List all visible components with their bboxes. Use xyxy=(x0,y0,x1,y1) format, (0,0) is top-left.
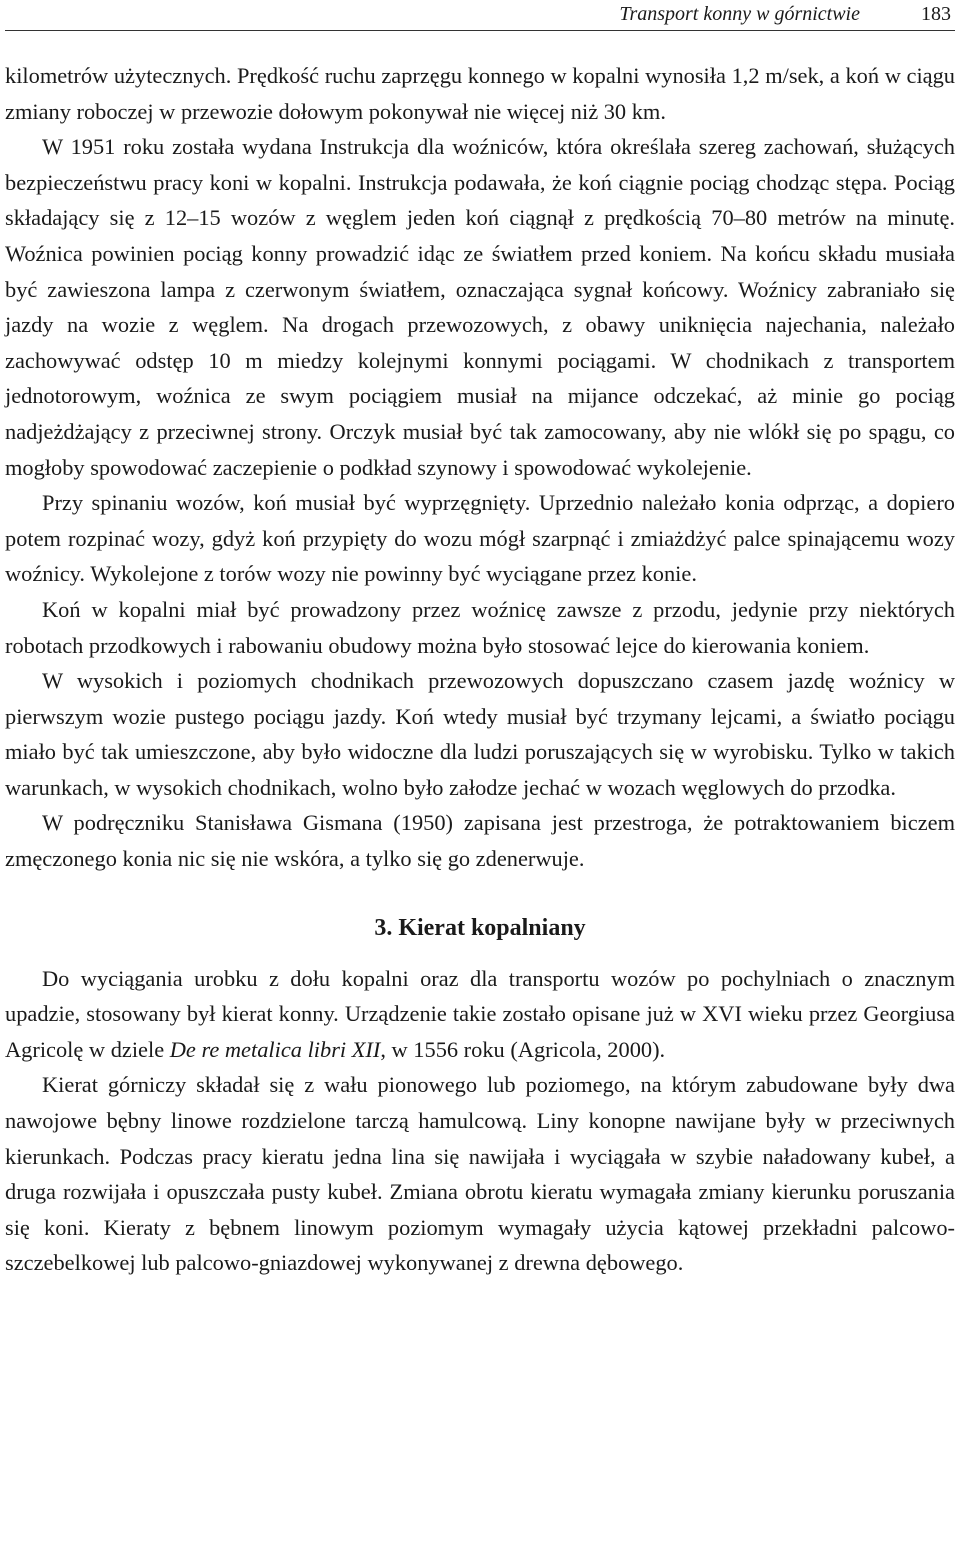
paragraph: Kierat górniczy składał się z wału pionowego lub poziomego, na którym zabudowane były dwa nawojowe bębny linowe rozdzielone tarczą hamulcową. Liny konopne nawijane były w przeciwnych kierunkach. Podczas pracy kieratu jedna lina się nawijała i wyciągała w szybie naładowany kubeł, a druga rozwijała i opuszczała pusty kubeł. Zmiana obrotu kieratu wymagała zmiany kierunku poruszania się koni. Kieraty z bębnem linowym poziomym wymagały użycia kątowej przekładni palcowo-szczebelkowej lub palcowo-gniazdowej wykonywanej z drewna dębowego. xyxy=(5,1072,955,1276)
paragraph: kilometrów użytecznych. Prędkość ruchu zaprzęgu konnego w kopalni wynosiła 1,2 m/sek, a koń w ciągu zmiany roboczej w przewozie dołowym pokonywał nie więcej niż 30 km. xyxy=(5,63,955,124)
paragraph xyxy=(5,961,955,1068)
section-heading: 3. Kierat kopalniany xyxy=(374,914,586,941)
paragraph: W 1951 roku została wydana Instrukcja dla woźniców, która określała szereg zachowań, służących bezpieczeństwu pracy koni w kopalni. Instrukcja podawała, że koń ciągnie pociąg chodząc stępa. Pociąg składający się z 12–15 wozów z węglem jeden koń ciągnął z prędkością 70–80 metrów na minutę. Woźnica powinien pociąg konny prowadzić idąc ze światłem przed koniem. Na końcu składu musiała być zawieszona lampa z czerwonym światłem, oznaczająca sygnał końcowy. Woźnicy zabraniało się jazdy na wozie z węglem. Na drogach przewozowych, z obawy uniknięcia najechania, należało zachowywać odstęp 10 m miedzy kolejnymi konnymi pociągami. W chodnikach z transportem jednotorowym, woźnica ze swym pociągiem musiał na mijance odczekać, aż minie go pociąg nadjeżdżający z przeciwnej strony. Orczyk musiał być tak zamocowany, aby nie wlókł się po spągu, co mogłoby spowodować zaczepienie o podkład szynowy i spowodować wykolejenie. xyxy=(5,134,955,480)
book-page xyxy=(5,0,955,1281)
main-text xyxy=(5,58,955,1281)
running-header xyxy=(5,0,955,31)
paragraph-text: , w 1556 roku (Agricola, 2000). xyxy=(380,1036,666,1062)
paragraph: W wysokich i poziomych chodnikach przewozowych dopuszczano czasem jazdę woźnicy w pierwszym wozie pustego pociągu jazdy. Koń wtedy musiał być trzymany lejcami, a światło pociągu miało być tak umieszczone, aby było widoczne dla ludzi poruszających się w wyrobisku. Tylko w takich warunkach, w wysokich chodnikach, wolno było załodze jechać w wozach węglowych do przodka. xyxy=(5,668,955,800)
paragraph: Koń w kopalni miał być prowadzony przez woźnicę zawsze z przodu, jedynie przy niektórych robotach przodkowych i rabowaniu obudowy można było stosować lejce do kierowania koniem. xyxy=(5,596,955,658)
page-number: 183 xyxy=(921,3,951,25)
paragraph: W podręczniku Stanisława Gismana (1950) zapisana jest przestroga, że potraktowaniem biczem zmęczonego konia nic się nie wskóra, a tylko się go zdenerwuje. xyxy=(5,810,955,872)
paragraph: Przy spinaniu wozów, koń musiał być wyprzęgnięty. Uprzednio należało konia odprząc, a dopiero potem rozpinać wozy, gdyż koń przypięty do wozu mógł szarpnąć i zmiażdżyć palce spinającemu wozy woźnicy. Wykolejone z torów wozy nie powinny być wyciągane przez konie. xyxy=(5,490,955,587)
running-title: Transport konny w górnictwie xyxy=(619,3,860,25)
book-title: De re metalica libri XII xyxy=(169,1036,381,1062)
paragraph-text: Do wyciągania urobku z dołu kopalni oraz dla transportu wozów po pochylniach o znacznym upadzie, stosowany był kierat konny. Urządzenie takie zostało opisane już w XVI wieku przez Georgiusa Agricolę w dziele xyxy=(5,965,955,1062)
